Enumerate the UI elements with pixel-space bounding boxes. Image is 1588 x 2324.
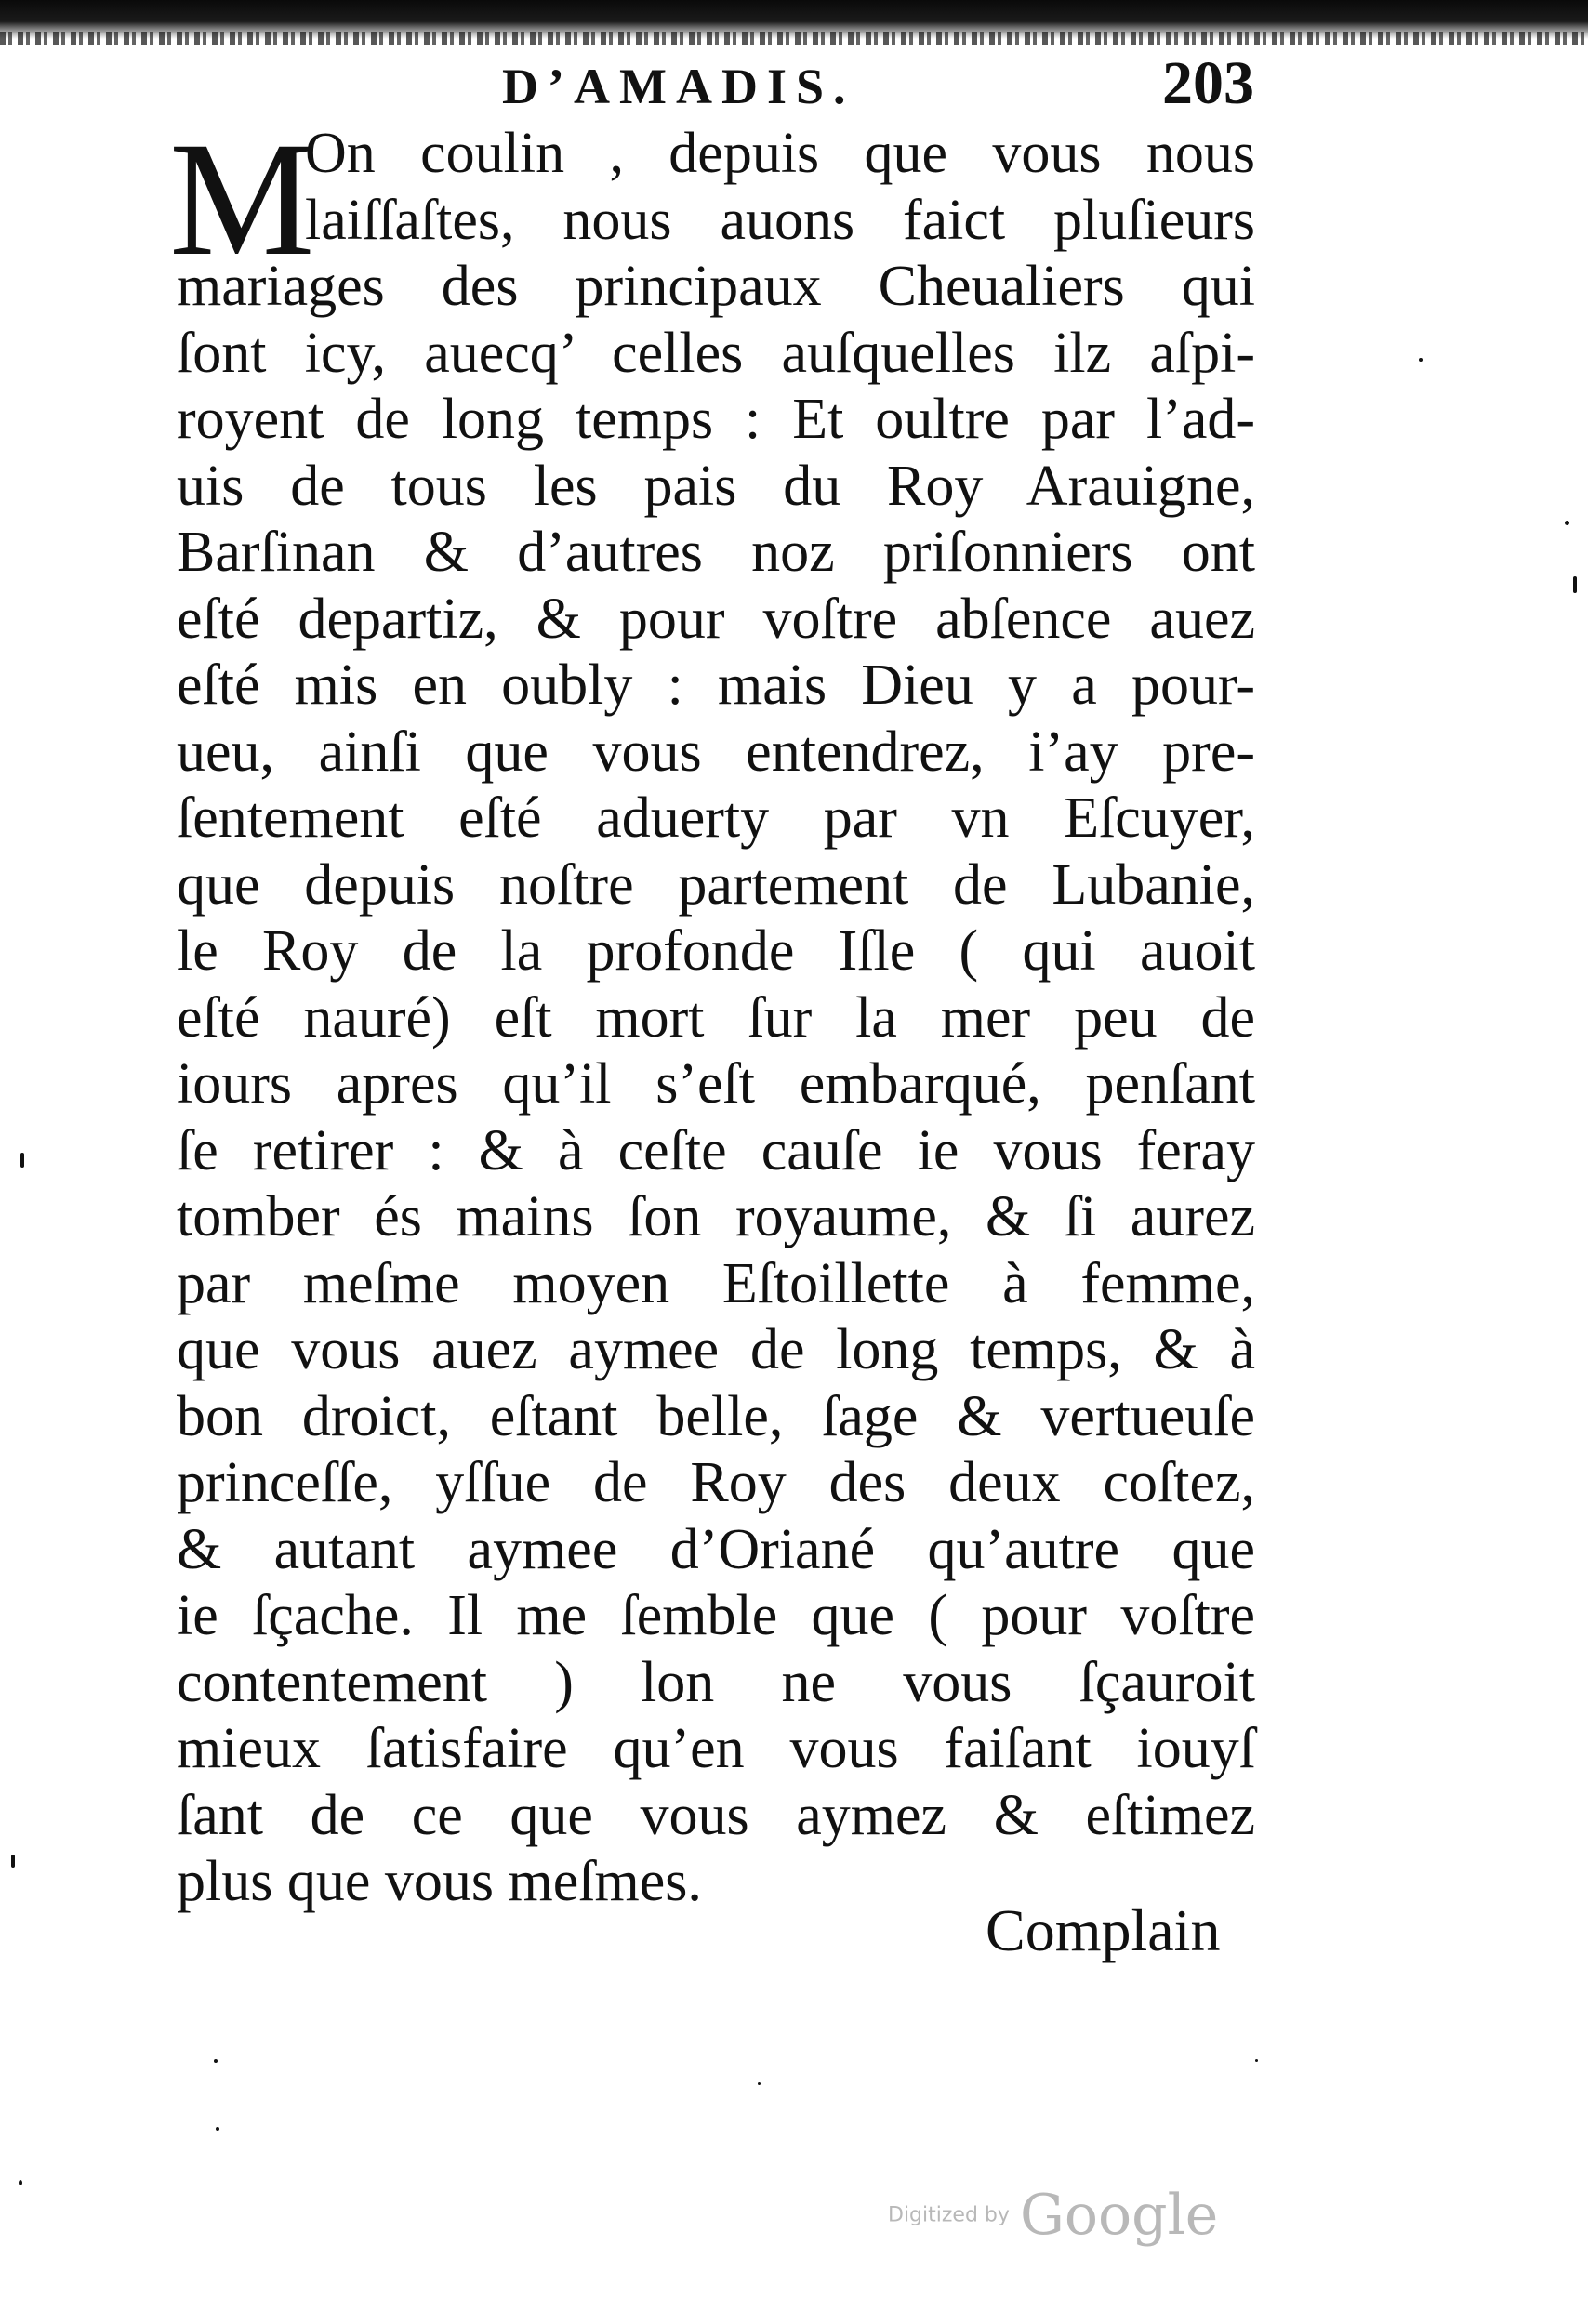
page-number: 203 <box>1162 49 1254 117</box>
text-line: que vous auez aymee de long temps, & à <box>177 1318 1255 1381</box>
text-line: eſté nauré) eſt mort ſur la mer peu de <box>177 985 1255 1050</box>
text-line: mariages des principaux Cheualiers qui <box>177 255 1255 318</box>
text-line: le Roy de la profonde Iſle ( qui auoit <box>177 919 1255 983</box>
text-line: contentement ) lon ne vous ſçauroit <box>177 1650 1255 1714</box>
scan-speck <box>19 2180 22 2185</box>
scan-speck <box>11 1855 15 1868</box>
text-line: eſté departiz, & pour voſtre abſence auez <box>177 587 1255 651</box>
body-text <box>169 109 1255 1916</box>
text-line: iours apres qu’il s’eſt embarqué, penſant <box>177 1052 1255 1116</box>
text-line: Barſinan & d’autres noz priſonniers ont <box>177 521 1255 584</box>
scan-speck <box>1565 521 1569 525</box>
text-line: eſté mis en oubly : mais Dieu y a pour- <box>177 654 1255 717</box>
text-line: par meſme moyen Eſtoillette à femme, <box>177 1251 1255 1315</box>
text-line: laiſſaſtes, nous auons faict pluſieurs <box>305 188 1255 252</box>
text-line: mieux ſatisfaire qu’en vous faiſant iouyſ <box>177 1717 1255 1780</box>
text-line: ſentement eſté aduerty par vn Eſcuyer, <box>177 786 1255 850</box>
text-line: ueu, ainſi que vous entendrez, i’ay pre- <box>177 720 1255 784</box>
text-line: bon droict, eſtant belle, ſage & vertueuſe <box>177 1384 1255 1448</box>
text-line: princeſſe, yſſue de Roy des deux coſtez, <box>177 1451 1255 1514</box>
google-watermark <box>888 2183 1218 2248</box>
scan-speck <box>20 1153 24 1168</box>
watermark-prefix: Digitized by <box>888 2203 1010 2227</box>
running-head: D’AMADIS. <box>502 59 855 114</box>
scan-speck <box>214 2059 218 2063</box>
drop-cap: M <box>169 109 315 290</box>
text-line: uis de tous les pais du Roy Arauigne, <box>177 454 1255 518</box>
text-line: ſont icy, auecq’ celles auſquelles ilz aſpi- <box>177 321 1255 385</box>
text-line: tomber és mains ſon royaume, & ſi aurez <box>177 1185 1255 1248</box>
text-line: royent de long temps : Et oultre par l’ad- <box>177 388 1255 451</box>
scan-speck <box>758 2082 761 2085</box>
text-line: ſe retirer : & à ceſte cauſe ie vous feray <box>177 1118 1255 1182</box>
catchword: Complain <box>986 1897 1221 1963</box>
text-line: On coulin , depuis que vous nous <box>305 122 1255 185</box>
scan-edge-texture <box>0 32 1588 45</box>
text-line: & autant aymee d’Oriané qu’autre que <box>177 1517 1255 1581</box>
google-logo: Google <box>1020 2183 1219 2248</box>
scan-speck <box>216 2127 219 2131</box>
scan-speck <box>1255 2059 1258 2062</box>
text-line: ſant de ce que vous aymez & eſtimez <box>177 1783 1255 1847</box>
text-line: que depuis noſtre partement de Lubanie, <box>177 852 1255 917</box>
text-line: ie ſçache. Il me ſemble que ( pour voſtre <box>177 1584 1255 1647</box>
scan-speck <box>1419 358 1423 362</box>
scan-speck <box>1573 576 1577 593</box>
text-line: plus que vous meſmes. <box>177 1850 702 1913</box>
